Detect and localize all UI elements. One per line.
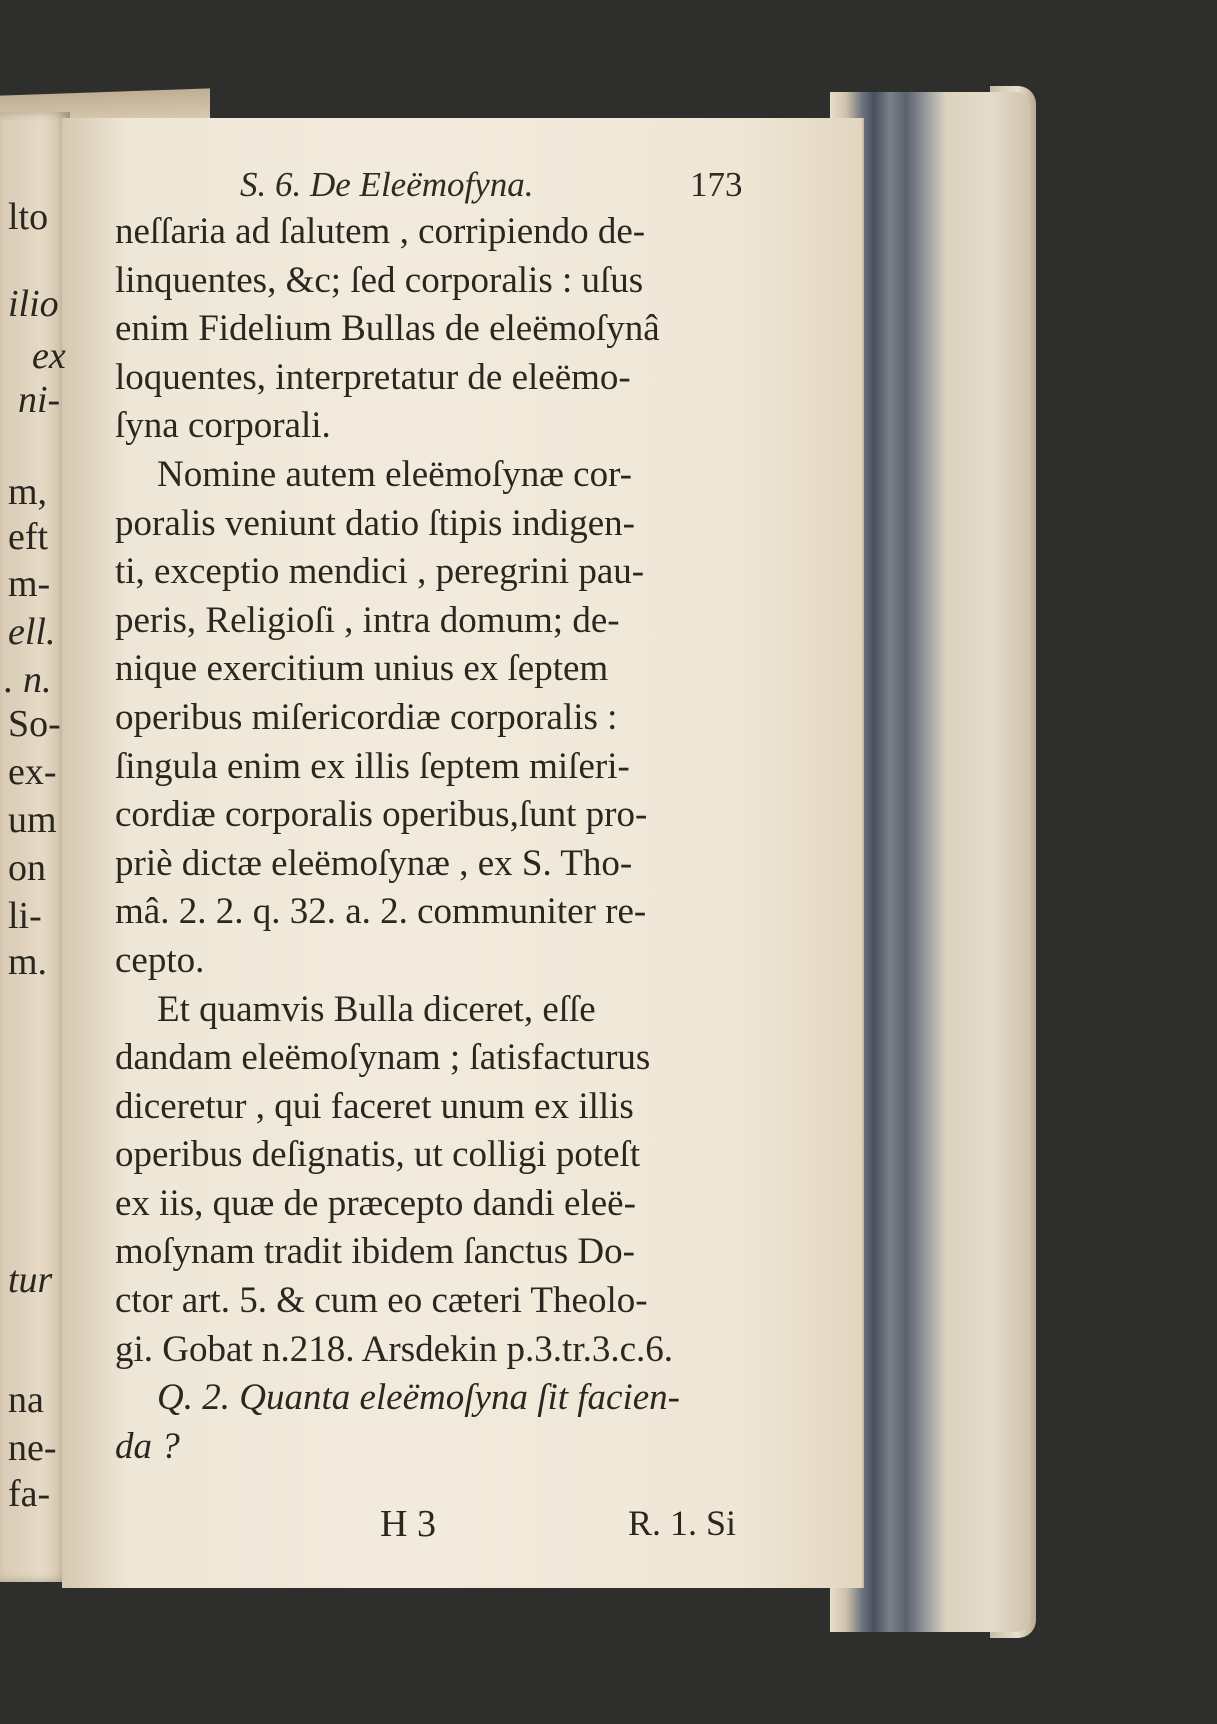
text-line: moſynam tradit ibidem ſanctus Do- [115, 1231, 635, 1273]
text-line: da ? [115, 1425, 180, 1467]
left-fragment: eft [8, 516, 49, 558]
text-line: peris, Religioſi , intra domum; de- [115, 599, 620, 641]
left-fragment: um [8, 799, 57, 841]
left-fragment: fa- [8, 1473, 51, 1515]
text-line: mâ. 2. 2. q. 32. a. 2. communiter re- [115, 891, 647, 933]
text-line: ſyna corporali. [115, 405, 331, 447]
catchword: R. 1. Si [628, 1503, 737, 1543]
left-fragment: lto [8, 196, 49, 238]
left-fragment: tur [8, 1259, 53, 1301]
left-fragment: m. [8, 941, 48, 983]
left-fragment: ni- [18, 379, 61, 421]
text-line: Nomine autem eleëmoſynæ cor- [157, 453, 632, 495]
left-fragment: So- [8, 703, 61, 745]
left-fragment: ell. [8, 611, 56, 653]
text-line: cepto. [115, 939, 205, 981]
left-fragment: on [8, 847, 46, 889]
text-line: neſſaria ad ſalutem , corripiendo de- [115, 211, 646, 252]
text-line: nique exercitium unius ex ſeptem [115, 648, 609, 690]
question-heading: Q. 2. Quanta eleëmoſyna ſit facien- [157, 1377, 681, 1419]
signature-mark: H 3 [380, 1503, 436, 1545]
text-line: enim Fidelium Bullas de eleëmoſynâ [115, 308, 660, 350]
left-fragment: ex- [8, 751, 57, 793]
text-line: ctor art. 5. & cum eo cæteri Theolo- [115, 1280, 648, 1322]
text-line: operibus deſignatis, ut colligi poteſt [115, 1134, 641, 1176]
left-fragment: . n. [4, 659, 52, 701]
text-line: operibus miſericordiæ corporalis : [115, 696, 618, 738]
text-line: ex iis, quæ de præcepto dandi eleë- [115, 1182, 636, 1224]
page-number: 173 [690, 165, 743, 204]
left-fragment: ilio [8, 283, 59, 325]
text-line: poralis veniunt datio ſtipis indigen- [115, 502, 635, 544]
left-fragment: ex [32, 335, 66, 377]
text-line: cordiæ corporalis operibus,ſunt pro- [115, 794, 648, 836]
left-fragment: m, [8, 471, 48, 513]
text-line: gi. Gobat n.218. Arsdekin p.3.tr.3.c.6. [115, 1328, 674, 1370]
text-line: loquentes, interpretatur de eleëmo- [115, 356, 631, 398]
running-title: S. 6. De Eleëmofyna. [240, 165, 534, 204]
text-line: linquentes, &c; ſed corporalis : uſus [115, 259, 644, 301]
text-line: ti, exceptio mendici , peregrini pau- [115, 551, 645, 593]
left-fragment: m- [8, 563, 51, 605]
text-line: dandam eleëmoſynam ; ſatisfacturus [115, 1037, 651, 1079]
left-fragment: li- [8, 895, 42, 937]
text-line: diceretur , qui faceret unum ex illis [115, 1085, 634, 1127]
text-line: priè dictæ eleëmoſynæ , ex S. Tho- [115, 842, 633, 884]
left-fragment: na [8, 1379, 44, 1421]
text-line: ſingula enim ex illis ſeptem miſeri- [115, 745, 630, 787]
left-fragment: ne- [8, 1427, 57, 1469]
text-line: Et quamvis Bulla diceret, eſſe [157, 988, 596, 1030]
body-text [115, 208, 755, 1471]
